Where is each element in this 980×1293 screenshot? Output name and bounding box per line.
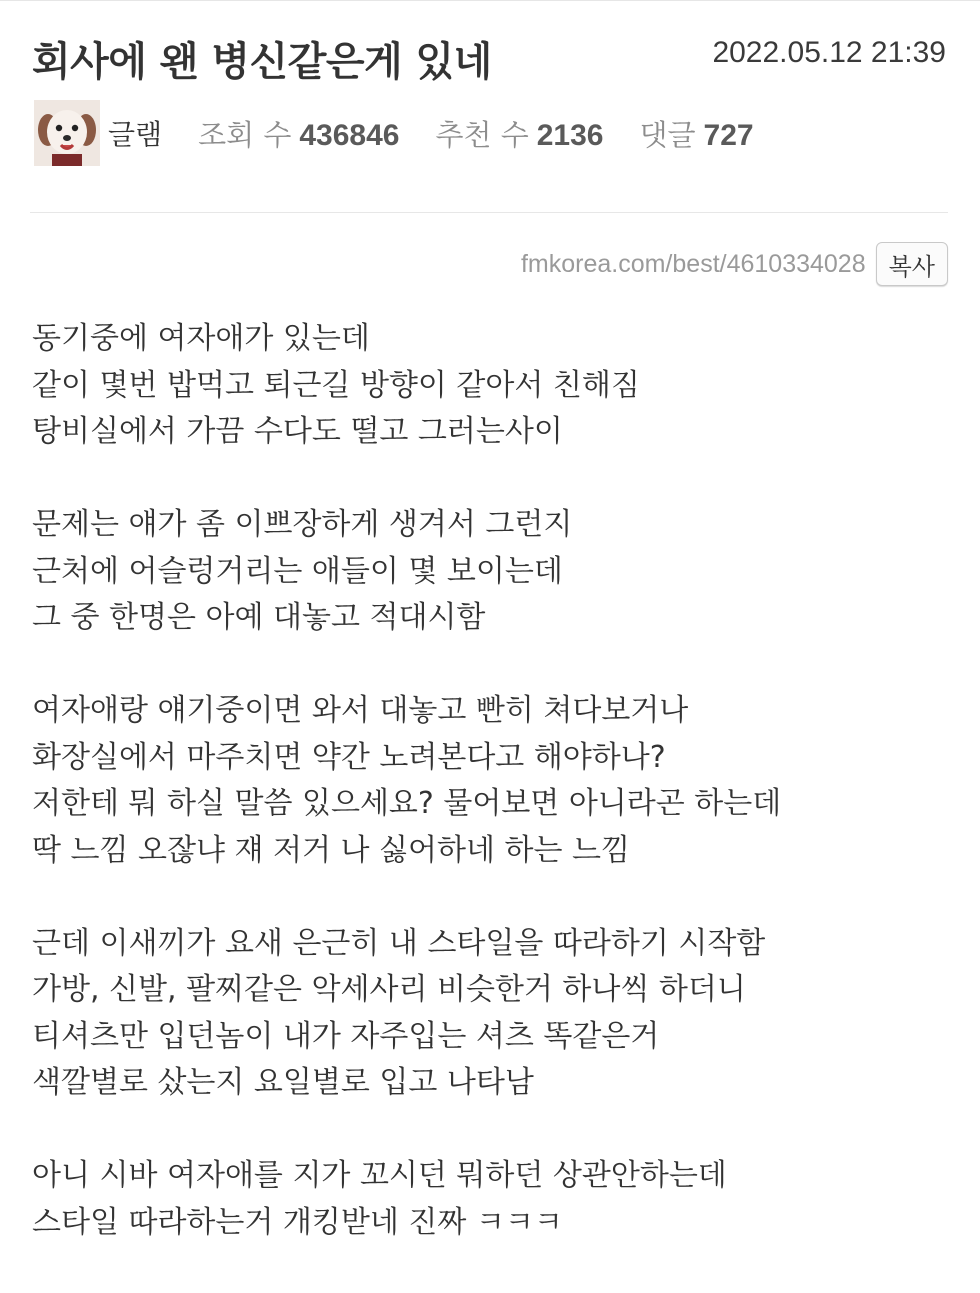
body-line: 아니 시바 여자애를 지가 꼬시던 뭐하던 상관안하는데 [32, 1158, 727, 1193]
comments-count: 727 [703, 118, 754, 152]
body-line: 스타일 따라하는거 개킹받네 진짜 ㅋㅋㅋ [32, 1204, 563, 1240]
recommend-stat [435, 113, 603, 154]
puppy-avatar-icon-graphic [34, 100, 100, 166]
post-url[interactable]: fmkorea.com/best/4610334028 [520, 249, 866, 278]
author-name[interactable]: 글램 [108, 118, 163, 151]
body-line: 저한테 뭐 하실 말씀 있으세요? 물어보면 아니라곤 하는데 [32, 786, 782, 821]
recommend-count: 2136 [536, 118, 604, 152]
body-line: 동기중에 여자애가 있는데 [32, 321, 370, 356]
body-line: 그 중 한명은 아예 대놓고 적대시함 [32, 600, 486, 635]
paragraph [32, 921, 962, 1107]
body-line: 색깔별로 샀는지 요일별로 입고 나타남 [32, 1065, 534, 1100]
post-body [32, 316, 962, 1293]
post-date: 2022.05.12 21:39 [712, 36, 946, 69]
body-line: 근처에 어슬렁거리는 애들이 몇 보이는데 [32, 553, 563, 589]
views-stat [198, 113, 399, 154]
header-divider [30, 212, 948, 213]
body-line: 티셔츠만 입던놈이 내가 자주입는 셔츠 똑같은거 [32, 1018, 660, 1054]
body-line: 딱 느낌 오잖냐 쟤 저거 나 싫어하네 하는 느낌 [32, 832, 630, 868]
body-line: 가방, 신발, 팔찌같은 악세사리 비슷한거 하나씩 하더니 [32, 972, 746, 1007]
views-label: 조회 수 [198, 117, 292, 152]
comments-stat[interactable] [640, 113, 754, 154]
paragraph [32, 1153, 962, 1246]
paragraph [32, 502, 962, 642]
body-line: 같이 몇번 밥먹고 퇴근길 방향이 같아서 친해짐 [32, 367, 640, 403]
body-line: 문제는 얘가 좀 이쁘장하게 생겨서 그런지 [32, 507, 573, 542]
puppy-avatar-icon[interactable] [34, 100, 100, 166]
post-title: 회사에 왠 병신같은게 있네 [32, 39, 492, 85]
copy-url-button[interactable]: 복사 [876, 242, 948, 286]
body-line: 화장실에서 마주치면 약간 노려본다고 해야하나? [32, 739, 666, 775]
top-border [0, 0, 980, 6]
recommend-label: 추천 수 [435, 117, 529, 152]
body-line: 탕비실에서 가끔 수다도 떨고 그러는사이 [32, 414, 563, 449]
paragraph [32, 688, 962, 874]
comments-label: 댓글 [639, 117, 696, 152]
views-count: 436846 [299, 118, 400, 152]
post-meta [34, 100, 790, 166]
body-line: 근데 이새끼가 요새 은근히 내 스타일을 따라하기 시작함 [32, 925, 766, 961]
paragraph [32, 316, 962, 456]
body-line: 여자애랑 얘기중이면 와서 대놓고 빤히 쳐다보거나 [32, 693, 689, 728]
url-row [521, 241, 948, 287]
